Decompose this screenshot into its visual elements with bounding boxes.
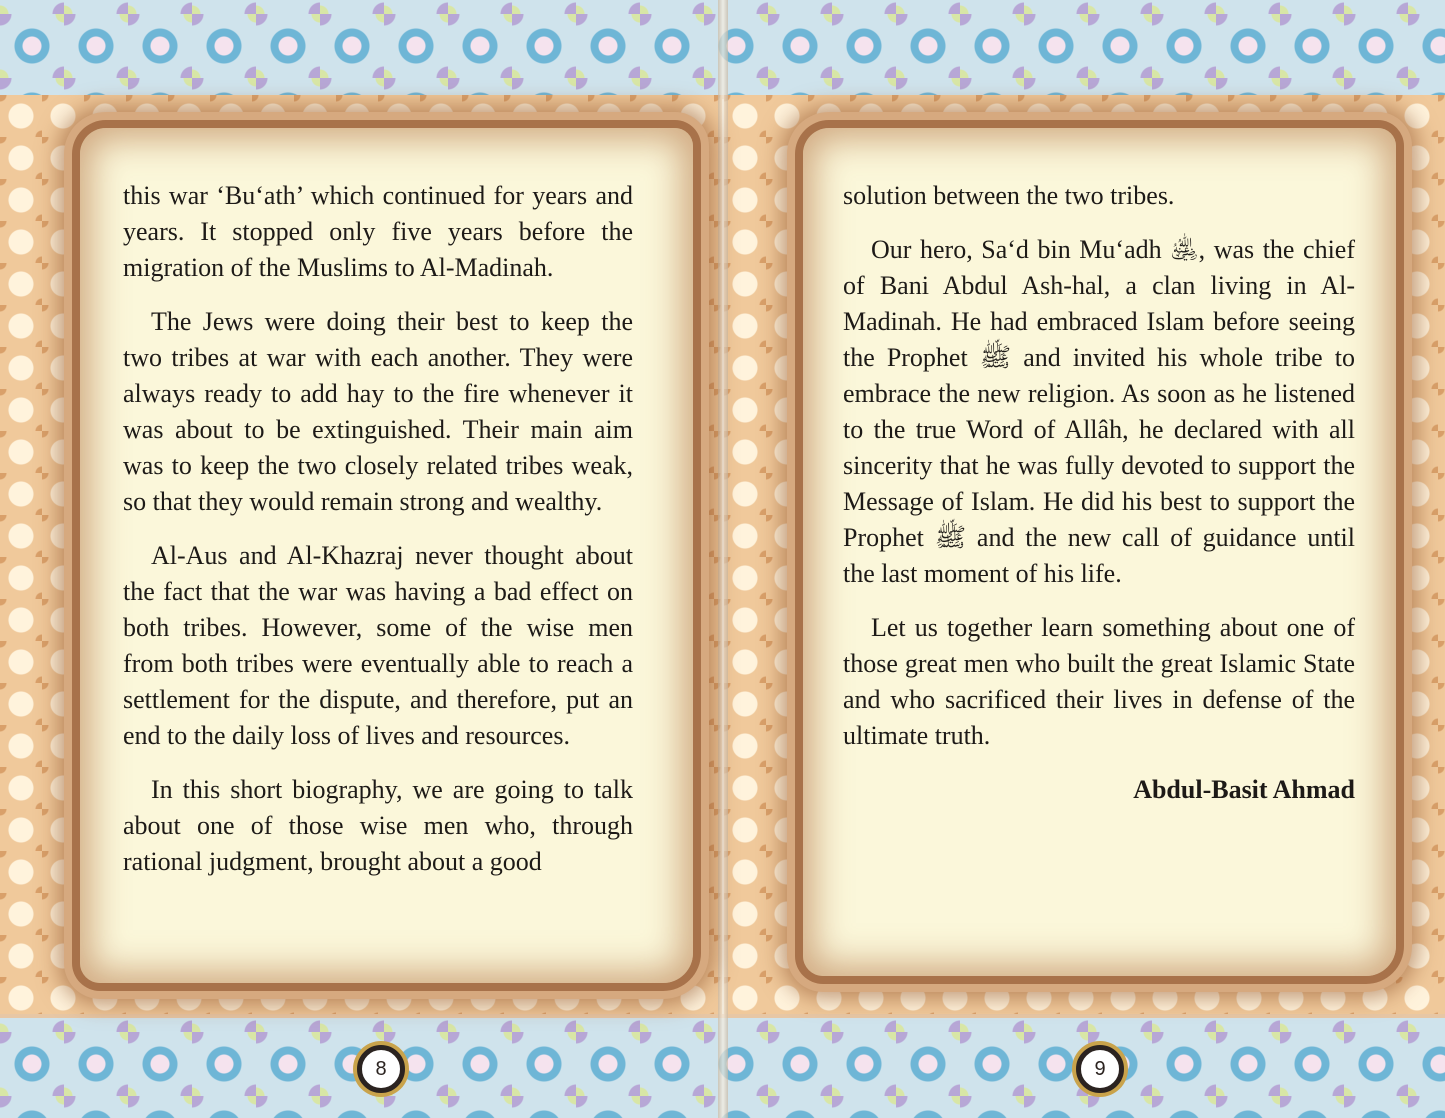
paragraph: Al-Aus and Al-Khazraj never thought about the fact that the war was having a bad effect on both tribes. However, some of the wise men from both tribes were eventually able to reach a settlement for the dispute, and therefore, put an end to the daily loss of lives and resources. (123, 541, 633, 750)
page-number-left: 8 (357, 1045, 405, 1093)
right-page-text (843, 178, 1355, 826)
page-number-right: 9 (1076, 1045, 1124, 1093)
paragraph: The Jews were doing their best to keep the two tribes at war with each another. They were always ready to add hay to the fire whenever it was about to be extinguished. Their main aim was to keep the two closely related tribes weak, so that they would remain strong and wealthy. (123, 307, 633, 516)
paragraph: In this short biography, we are going to talk about one of those wise men who, through rational judgment, brought about a good (123, 775, 633, 876)
paragraph: Let us together learn something about one of those great men who built the great Islamic State and who sacrificed their lives in defense of the ultimate truth. (843, 613, 1355, 750)
paragraph: solution between the two tribes. (843, 181, 1175, 210)
left-page-text (123, 178, 633, 898)
book-gutter (718, 0, 728, 1118)
paragraph: Our hero, Sa‘d bin Mu‘adh ﵁, was the chief of Bani Abdul Ash-hal, a clan living in Al-Madinah. He had embraced Islam before seeing the Prophet ﷺ and invited his whole tribe to embrace the new religion. As soon as he listened to the true Word of Allâh, he declared with all sincerity that he was fully devoted to support the Message of Islam. He did his best to support the Prophet ﷺ and the new call of guidance until the last moment of his life. (843, 235, 1355, 588)
paragraph: this war ‘Bu‘ath’ which continued for years and years. It stopped only five years before the migration of the Muslims to Al-Madinah. (123, 181, 633, 282)
author-name: Abdul-Basit Ahmad (1133, 775, 1355, 804)
